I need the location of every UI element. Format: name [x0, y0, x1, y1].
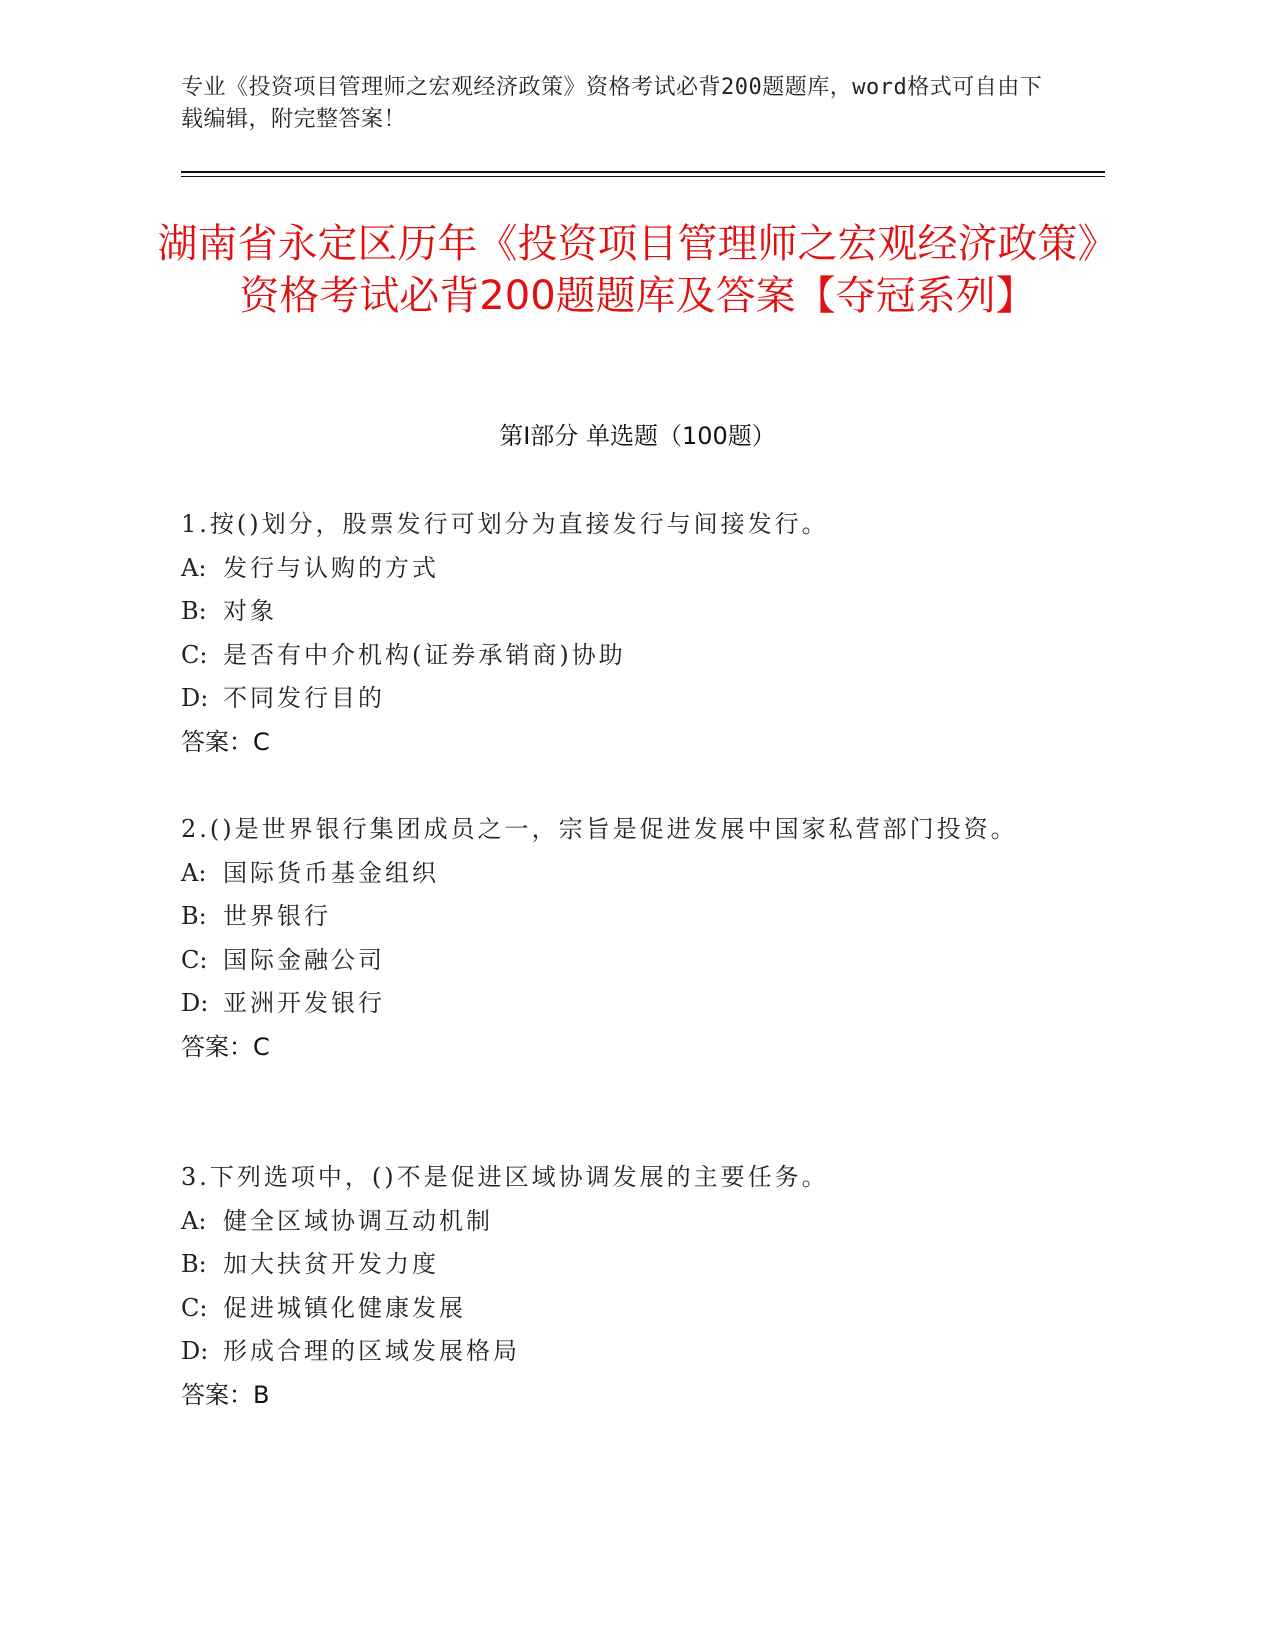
document-title: 湖南省永定区历年《投资项目管理师之宏观经济政策》资格考试必背200题题库及答案【夺冠系列】: [157, 221, 1118, 319]
option-text: 世界银行: [223, 902, 331, 930]
option-key: A:: [181, 1206, 207, 1235]
header-note: 专业《投资项目管理师之宏观经济政策》资格考试必背200题题库，word格式可自由下载编辑，附完整答案！: [181, 75, 1043, 132]
option-key: C:: [181, 1293, 208, 1322]
question-stem: 2.()是世界银行集团成员之一，宗旨是促进发展中国家私营部门投资。: [181, 815, 1018, 843]
question-1: [181, 503, 1061, 764]
option-a: [181, 1200, 1061, 1244]
question-3: [181, 1156, 1061, 1417]
answer-prefix: 答案：: [181, 727, 253, 756]
answer-line: [181, 1374, 1061, 1418]
option-key: A:: [181, 553, 207, 582]
option-key: B:: [181, 597, 207, 625]
option-text: 健全区域协调互动机制: [223, 1206, 493, 1235]
header-rule-thin: [181, 176, 1105, 177]
option-d: [181, 677, 1061, 721]
answer-prefix: 答案：: [181, 1380, 253, 1409]
header-rule-thick: [181, 171, 1105, 173]
option-key: B:: [181, 902, 207, 930]
option-key: D:: [181, 684, 209, 712]
option-b: [181, 590, 1061, 634]
option-text: 国际金融公司: [223, 945, 385, 974]
option-key: D:: [181, 1337, 209, 1365]
answer-value: C: [253, 727, 270, 756]
option-text: 加大扶贫开发力度: [223, 1250, 439, 1278]
option-c: [181, 939, 1061, 983]
option-d: [181, 1330, 1061, 1374]
option-key: A:: [181, 858, 207, 887]
option-text: 促进城镇化健康发展: [223, 1293, 466, 1322]
option-key: D:: [181, 989, 209, 1017]
option-b: [181, 895, 1061, 939]
option-b: [181, 1243, 1061, 1287]
option-text: 不同发行目的: [223, 684, 385, 712]
answer-line: [181, 721, 1061, 765]
option-key: B:: [181, 1250, 207, 1278]
section-heading: 第I部分 单选题（100题）: [499, 422, 776, 450]
option-text: 是否有中介机构(证券承销商)协助: [223, 640, 626, 669]
option-text: 亚洲开发银行: [223, 989, 385, 1017]
option-text: 发行与认购的方式: [223, 553, 439, 582]
answer-line: [181, 1026, 1061, 1070]
answer-value: C: [253, 1032, 270, 1061]
question-stem: 1.按()划分，股票发行可划分为直接发行与间接发行。: [181, 510, 829, 538]
question-2: [181, 808, 1061, 1069]
answer-prefix: 答案：: [181, 1032, 253, 1061]
option-c: [181, 1287, 1061, 1331]
option-c: [181, 634, 1061, 678]
option-a: [181, 852, 1061, 896]
option-key: C:: [181, 640, 208, 669]
option-text: 对象: [223, 597, 277, 625]
question-stem: 3.下列选项中，()不是促进区域协调发展的主要任务。: [181, 1163, 829, 1191]
option-a: [181, 547, 1061, 591]
option-text: 形成合理的区域发展格局: [223, 1337, 520, 1365]
answer-value: B: [253, 1380, 270, 1409]
option-d: [181, 982, 1061, 1026]
option-text: 国际货币基金组织: [223, 858, 439, 887]
option-key: C:: [181, 945, 208, 974]
